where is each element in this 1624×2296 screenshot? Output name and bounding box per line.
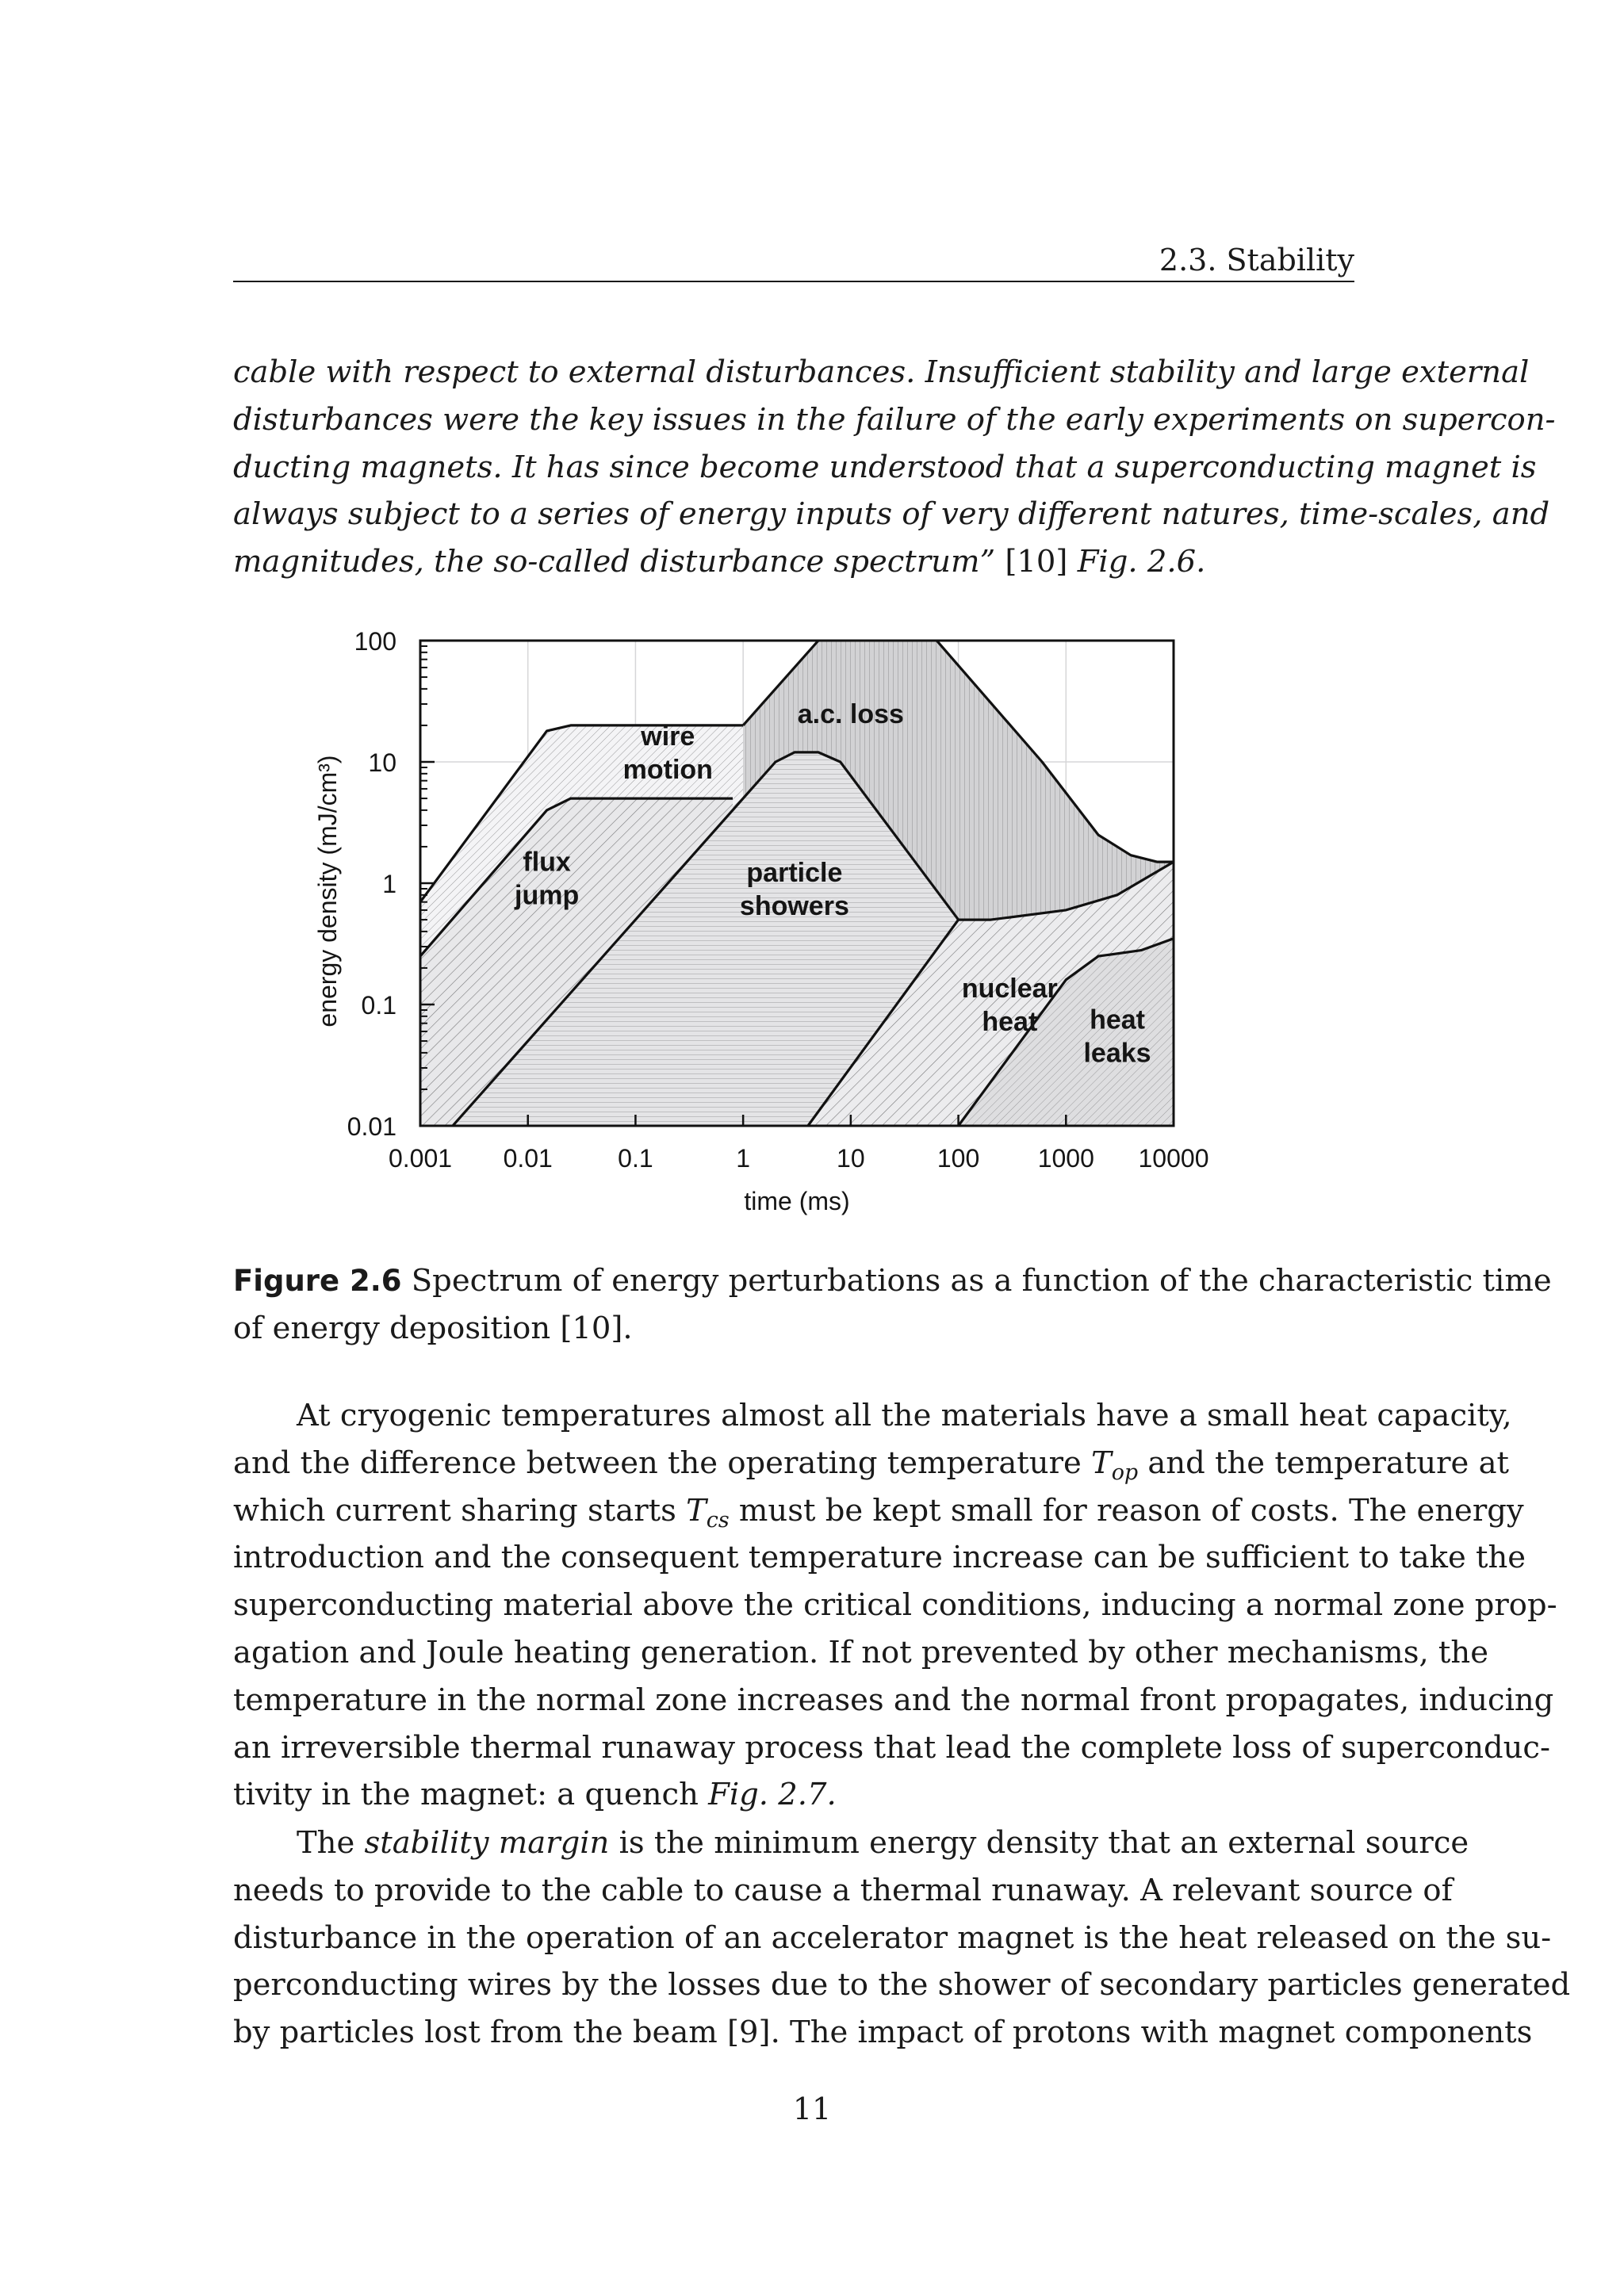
intro-line: ducting magnets. It has since become understood that a superconducting magnet is [233,449,1537,485]
text-run: The [297,1825,365,1861]
text-line [233,1629,1488,1677]
series-label-flux-jump: flux [523,847,571,878]
intro-last-italic: magnitudes, the so-called disturbance spectrum” [233,544,996,580]
text-run: temperature in the normal zone increases and the normal front propagates, inducing [233,1682,1554,1718]
text-run: introduction and the consequent temperature increase can be sufficient to take the [233,1540,1526,1576]
text-run: tivity in the magnet: a quench [233,1777,709,1813]
subscript: cs [706,1507,730,1533]
series-label-particle-showers: showers [739,891,849,922]
text-line [233,1915,1552,1962]
intro-line: disturbances were the key issues in the failure of the early experiments on supercon- [233,401,1556,438]
figure-caption [233,1257,1552,1353]
text-line [233,1677,1554,1724]
intro-line: always subject to a series of energy inputs of very different natures, time-scales, and [233,496,1550,533]
figure-2-6 [293,626,1340,1229]
series-label-nuclear-heat: heat [982,1007,1038,1037]
series-label-nuclear-heat: nuclear [961,974,1058,1004]
caption-line [233,1257,1552,1305]
text-run: T [1091,1445,1112,1481]
header-rule [233,281,1354,282]
page-number: 11 [792,2091,832,2126]
text-run: an irreversible thermal runaway process that lead the complete loss of superconduс- [233,1729,1551,1766]
text-line [233,1582,1557,1629]
x-tick-label: 10000 [1138,1144,1209,1173]
y-tick-label: 100 [354,627,396,656]
series-label-particle-showers: particle [746,858,843,889]
text-line [233,1487,1524,1535]
text-line [233,1534,1526,1582]
subscript: op [1111,1460,1139,1485]
y-tick-label: 0.01 [347,1112,396,1141]
text-run: which current sharing starts [233,1492,687,1529]
figure-label: Figure 2.6 [233,1264,402,1298]
series-label-a-c-loss: a.c. loss [797,699,904,730]
text-run: is the minimum energy density that an external source [609,1825,1469,1861]
text-line [233,1867,1453,1915]
text-run: T [686,1492,707,1529]
text-line [233,1820,1469,1867]
intro-line: cable with respect to external disturbances. Insufficient stability and large external [233,354,1530,390]
y-tick-label: 1 [382,870,396,898]
citation: [10] [995,544,1078,580]
body-paragraph-1 [233,1392,1557,1819]
text-run: superconducting material above the critical conditions, inducing a normal zone prop- [233,1587,1557,1624]
text-run: perconducting wires by the losses due to the shower of secondary particles generated [233,1967,1571,2003]
text-run: by particles lost from the beam [9]. The impact of protons with magnet components [233,2015,1533,2051]
text-line [233,1771,1394,1819]
text-run: agation and Joule heating generation. If not prevented by other mechanisms, the [233,1634,1488,1670]
x-tick-label: 0.001 [388,1144,453,1173]
text-run: and the temperature at [1138,1445,1509,1481]
body-paragraph-2 [233,1820,1571,2057]
series-label-wire-motion: motion [622,754,713,785]
running-header: 2.3. Stability [1159,243,1354,277]
series-label-wire-motion: wire [641,721,695,752]
text-run: Fig. 2.7. [708,1777,837,1813]
intro-quote [233,349,1556,586]
series-label-flux-jump: jump [515,880,580,911]
text-line [233,1724,1551,1772]
caption-line: of energy deposition [10]. [233,1310,633,1346]
text-run: disturbance in the operation of an accelerator magnet is the heat released on the su- [233,1919,1552,1956]
x-tick-label: 10 [837,1144,865,1173]
text-line [233,1392,1512,1440]
x-tick-label: 100 [936,1144,980,1173]
x-tick-label: 0.1 [618,1144,653,1173]
text-run: must be kept small for reason of costs. The energy [729,1492,1524,1529]
disturbance-spectrum-chart [293,626,1340,1229]
x-tick-label: 1000 [1037,1144,1094,1173]
text-run: stability margin [364,1825,610,1861]
text-run: At cryogenic temperatures almost all the materials have a small heat capacity, [297,1398,1512,1433]
x-axis-label: time (ms) [744,1187,850,1215]
y-tick-label: 0.1 [361,991,396,1020]
text-line [233,1961,1571,2009]
y-axis-label: energy density (mJ/cm³) [313,755,342,1027]
text-run: and the difference between the operating temperature [233,1445,1092,1481]
intro-line-last [233,538,1394,586]
text-line [233,2009,1533,2057]
series-label-heat-leaks: heat [1090,1004,1145,1035]
text-run: needs to provide to the cable to cause a thermal runaway. A relevant source of [233,1872,1453,1908]
y-tick-label: 10 [368,748,396,777]
x-tick-label: 0.01 [503,1144,553,1173]
text-line [233,1440,1509,1487]
series-label-heat-leaks: leaks [1083,1038,1151,1069]
x-tick-label: 1 [736,1144,751,1173]
caption-text: Spectrum of energy perturbations as a function of the characteristic time [401,1263,1552,1299]
figure-reference: Fig. 2.6. [1077,544,1206,580]
